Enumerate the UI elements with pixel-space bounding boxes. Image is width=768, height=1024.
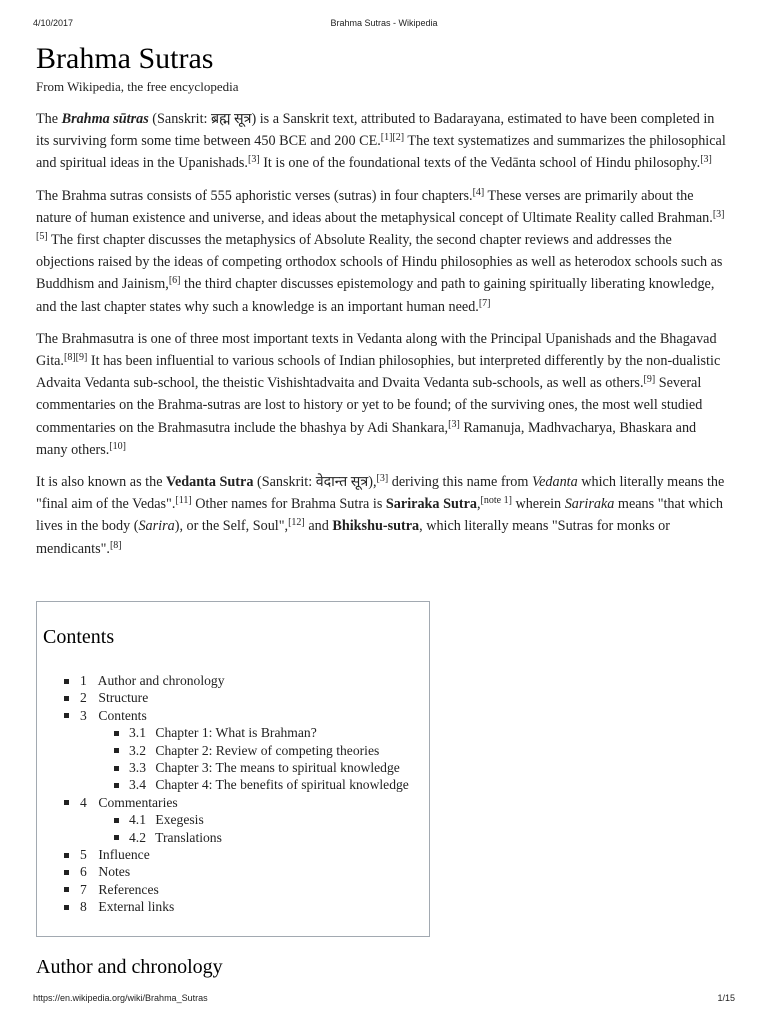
intro-paragraph-4 (36, 471, 731, 560)
toc-label[interactable]: Notes (98, 864, 131, 880)
toc-number: 5 (80, 847, 87, 863)
toc-item[interactable] (37, 881, 409, 898)
text: (Sanskrit: वेदान्त सूत्र), (253, 474, 377, 491)
toc-item[interactable] (37, 707, 409, 724)
text: These verses are primarily about the nature of human existence and universe, and ideas about the metaphysical concept of Ultimate Reality called Brahman. (36, 187, 713, 226)
print-url: https://en.wikipedia.org/wiki/Brahma_Sutras (33, 993, 208, 1003)
text: The (36, 111, 62, 127)
toc-number: 2 (80, 690, 87, 706)
italic-term-sariraka: Sariraka (564, 496, 615, 513)
toc-number: 4 (80, 794, 87, 810)
toc-label[interactable]: Influence (98, 847, 150, 863)
citation-link[interactable]: [10] (109, 440, 126, 452)
article-body (36, 108, 731, 570)
toc-number: 3.1 (129, 725, 146, 741)
toc-label[interactable]: Contents (98, 707, 147, 723)
citation-link[interactable]: [3] (247, 154, 260, 166)
text: which literally means the "final aim of the Vedas". (36, 474, 725, 513)
toc-number: 6 (80, 864, 87, 880)
citation-link[interactable]: [8] (63, 352, 76, 364)
toc-number: 1 (80, 673, 87, 688)
toc-label[interactable]: Structure (98, 690, 149, 706)
citation-link[interactable]: [9] (75, 352, 88, 364)
citation-link[interactable]: [6] (168, 275, 181, 287)
toc-number: 4.1 (129, 812, 146, 828)
toc-number: 3.3 (129, 760, 146, 776)
toc-label[interactable]: Exegesis (155, 812, 204, 828)
text: (Sanskrit: ब्रह्म सूत्र) is a Sanskrit text, attributed to Badarayana, estimated to have been completed in its surviving form some time between 450 BCE and 200 CE. (36, 111, 715, 150)
print-page-title: Brahma Sutras - Wikipedia (330, 18, 438, 28)
citation-link[interactable]: [5] (36, 231, 48, 243)
section-heading-author-chronology: Author and chronology (36, 956, 223, 978)
toc-subitem[interactable] (37, 811, 409, 828)
text: and (304, 518, 333, 535)
text: The Brahma sutras consists of 555 aphoristic verses (sutras) in four chapters. (36, 187, 473, 204)
citation-link[interactable]: [12] (288, 517, 305, 529)
toc-subitem[interactable] (37, 759, 409, 776)
toc-number: 3 (80, 707, 87, 723)
toc-label[interactable]: References (98, 881, 159, 897)
toc-number: 3.4 (129, 777, 146, 793)
toc-item[interactable] (37, 863, 409, 880)
toc-label[interactable]: External links (98, 899, 175, 915)
page-title: Brahma Sutras (36, 42, 214, 75)
citation-link[interactable]: [3] (448, 418, 460, 430)
bold-term-sariraka-sutra: Sariraka Sutra (385, 496, 477, 513)
text: Several commentaries on the Brahma-sutras are lost to history or yet to be found; of the surviving ones, the most well studied commentaries on the Brahmasutra include the bhashya by Adi Shankara, (36, 375, 703, 436)
citation-link[interactable]: [11] (175, 495, 192, 507)
toc-subitem[interactable] (37, 829, 409, 846)
citation-link[interactable]: [1] (380, 132, 393, 144)
bold-term-brahma-sutras: Brahma sūtras (61, 111, 149, 127)
text: , which literally means "Sutras for monks or mendicants". (36, 518, 670, 557)
toc-label[interactable]: Chapter 2: Review of competing theories (155, 742, 380, 758)
text: ), or the Self, Soul", (174, 518, 289, 535)
citation-link[interactable]: [2] (392, 132, 405, 144)
toc-item[interactable] (37, 689, 409, 706)
text: It is also known as the (36, 474, 167, 491)
text: It is one of the foundational texts of the Vedānta school of Hindu philosophy. (259, 155, 701, 172)
toc-label[interactable]: Commentaries (98, 794, 178, 810)
citation-link[interactable]: [3] (712, 208, 725, 220)
citation-link[interactable]: [8] (109, 539, 122, 551)
citation-link[interactable]: [9] (643, 374, 656, 386)
citation-link[interactable]: [3] (376, 473, 389, 485)
toc-label[interactable]: Chapter 1: What is Brahman? (155, 725, 317, 741)
note-link[interactable]: [note 1] (480, 495, 512, 507)
toc-item[interactable] (37, 794, 409, 811)
toc-number: 8 (80, 899, 87, 915)
toc-subitem[interactable] (37, 724, 409, 741)
toc-number: 4.2 (129, 829, 146, 845)
text: the third chapter discusses epistemology and path to gaining spiritually liberating knowledge, and the last chapter states why such a knowledge is an important human need. (36, 276, 715, 315)
bold-term-vedanta-sutra: Vedanta Sutra (166, 474, 254, 491)
bold-term-bhikshu-sutra: Bhikshu-sutra (332, 518, 420, 535)
toc-item[interactable] (37, 898, 409, 915)
toc-item[interactable] (37, 672, 409, 689)
text: Ramanuja, Madhvacharya, Bhaskara and many others. (36, 419, 697, 458)
text: deriving this name from (388, 474, 532, 491)
citation-link[interactable]: [7] (478, 297, 491, 309)
text: The text systematizes and summarizes the philosophical and spiritual ideas in the Upanishads. (36, 133, 726, 172)
site-tagline: From Wikipedia, the free encyclopedia (36, 79, 239, 94)
citation-link[interactable]: [4] (472, 186, 485, 198)
toc-list (37, 672, 409, 916)
text: means "that which lives in the body ( (36, 496, 723, 535)
toc-label[interactable]: Author and chronology (97, 673, 225, 688)
text: , (476, 496, 481, 513)
toc-subitem[interactable] (37, 776, 409, 793)
toc-item[interactable] (37, 846, 409, 863)
text: Other names for Brahma Sutra is (191, 496, 386, 513)
italic-term-vedanta: Vedanta (532, 474, 578, 491)
toc-label[interactable]: Chapter 4: The benefits of spiritual knowledge (155, 777, 409, 793)
print-date: 4/10/2017 (33, 18, 74, 28)
toc-number: 7 (80, 881, 87, 897)
text: wherein (511, 496, 565, 513)
toc-label[interactable]: Chapter 3: The means to spiritual knowledge (155, 760, 400, 776)
italic-term-sarira: Sarira (138, 518, 175, 535)
text: The Brahmasutra is one of three most important texts in Vedanta along with the Principal Upanishads and the Bhagavad Gita. (36, 330, 717, 370)
intro-paragraph-1 (36, 108, 731, 175)
toc-number: 3.2 (129, 742, 146, 758)
text: It has been influential to various schools of Indian philosophies, but interpreted differently by the non-dualistic Advaita Vedanta sub-school, the theistic Vishishtadvaita and Dvaita Vedanta sub-schools, as well as others. (36, 353, 721, 392)
toc-title: Contents (43, 626, 115, 648)
intro-paragraph-3 (36, 328, 731, 461)
toc-subitem[interactable] (37, 742, 409, 759)
text: The first chapter discusses the metaphysics of Absolute Reality, the second chapter reviews and addresses the objections raised by the ideas of competing orthodox schools of Hindu philosophies as well as heterodox schools such as Buddhism and Jainism, (36, 232, 723, 293)
print-page-number: 1/15 (717, 993, 735, 1003)
citation-link[interactable]: [3] (700, 154, 712, 166)
toc-label[interactable]: Translations (155, 829, 222, 845)
table-of-contents (36, 601, 430, 937)
intro-paragraph-2 (36, 185, 731, 318)
